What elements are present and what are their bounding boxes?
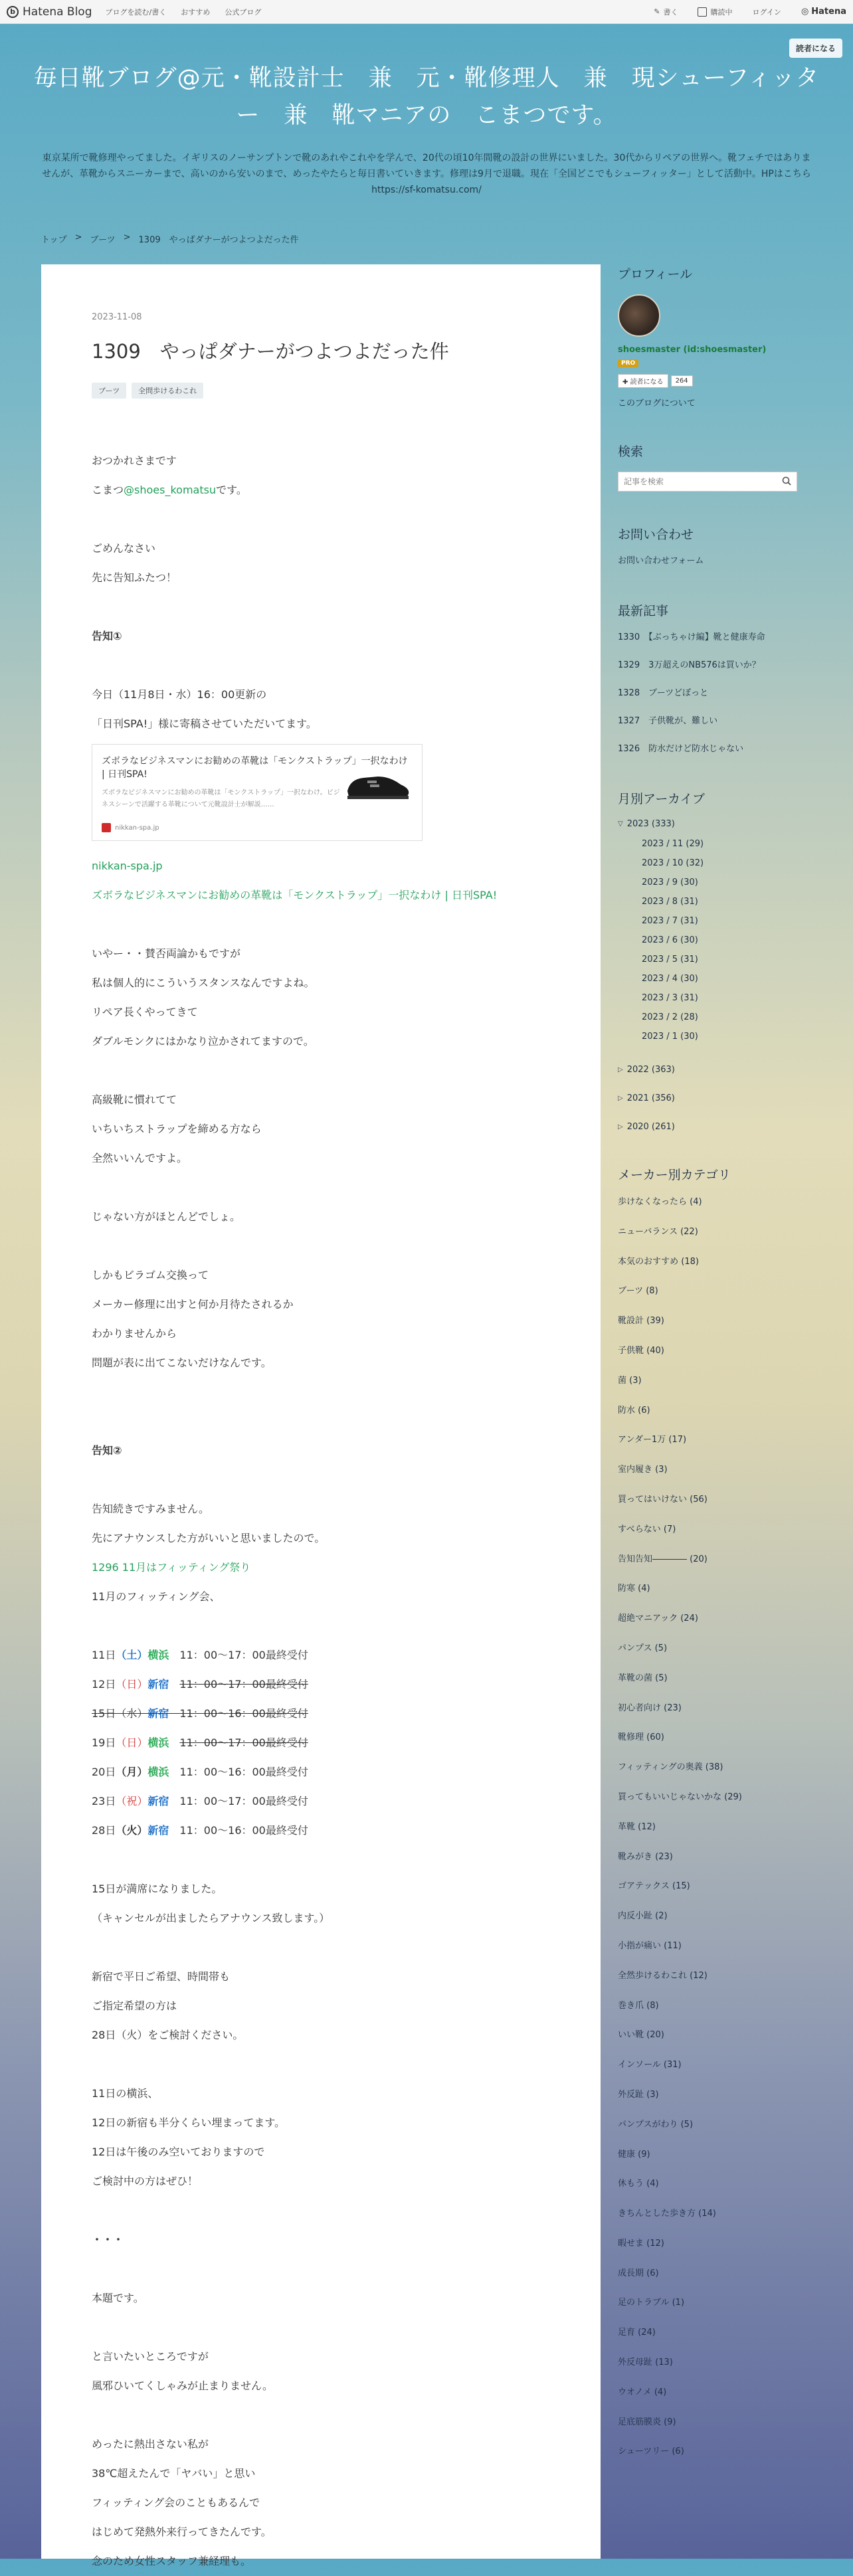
list-icon bbox=[698, 7, 707, 17]
text-line: （キャンセルが出ましたらアナウンス致します。） bbox=[92, 1912, 330, 1924]
archive-year-label: 2022 (363) bbox=[626, 1065, 675, 1075]
category-tag[interactable]: 全問歩けるわこれ bbox=[132, 383, 203, 399]
contact-form-link[interactable]: お問い合わせフォーム bbox=[618, 556, 704, 566]
global-nav-official[interactable]: 公式ブログ bbox=[225, 7, 262, 17]
twitter-link[interactable]: @shoes_komatsu bbox=[124, 484, 217, 496]
category-link[interactable]: 内反小趾 (2) bbox=[618, 1911, 668, 1922]
schedule-weekday: （日） bbox=[116, 1736, 148, 1749]
recent-entry-link[interactable]: 1326 防水だけど防水じゃない bbox=[618, 744, 744, 754]
text-line: 15日が満席になりました。 bbox=[92, 1883, 223, 1895]
profile-subscribe-button[interactable] bbox=[618, 374, 668, 388]
text-line: 念のため女性スタッフ兼経理も。 bbox=[92, 2555, 252, 2567]
category-link[interactable]: 小指が痛い (11) bbox=[618, 1940, 682, 1951]
source-link[interactable]: nikkan-spa.jp bbox=[92, 860, 163, 872]
schedule-weekday: （火） bbox=[116, 1824, 148, 1837]
notice-heading: 告知① bbox=[92, 630, 122, 642]
recent-entry-link[interactable]: 1329 3万超えのNB576は買いか？ bbox=[618, 660, 761, 670]
hatena-menu-label: Hatena bbox=[811, 7, 846, 17]
schedule-time: 11：00〜17：00最終受付 bbox=[179, 1736, 308, 1749]
text-line: 風邪ひいてくしゃみが止まりません。 bbox=[92, 2379, 273, 2392]
fitting-event-link[interactable]: 1296 11月はフィッティング祭り bbox=[92, 1561, 251, 1574]
archive-month-link[interactable]: 2023 / 9 (30) bbox=[642, 877, 698, 887]
text-line: めったに熱出さない私が bbox=[92, 2438, 209, 2450]
schedule-time: 11：00〜17：00最終受付 bbox=[179, 1795, 308, 1807]
embed-card[interactable] bbox=[92, 744, 423, 841]
blog-header bbox=[27, 60, 826, 198]
search-input[interactable] bbox=[624, 477, 770, 486]
schedule-time: 11：00〜16：00最終受付 bbox=[179, 1707, 308, 1720]
recent-entry-link[interactable]: 1327 子供靴が、難しい bbox=[618, 716, 718, 726]
text-line: おつかれさまです bbox=[92, 454, 177, 467]
pro-badge: PRO bbox=[618, 359, 638, 367]
write-button[interactable] bbox=[654, 7, 678, 17]
text-line: フィッティング会のこともあるんで bbox=[92, 2496, 260, 2509]
text-fragment: こまつ bbox=[92, 484, 124, 496]
subscriptions-button[interactable] bbox=[698, 7, 732, 17]
archive-month-link[interactable]: 2023 / 4 (30) bbox=[642, 974, 698, 984]
schedule-location: 新宿 bbox=[147, 1824, 169, 1837]
article bbox=[41, 264, 601, 2567]
notice-heading: 告知② bbox=[92, 1444, 122, 1457]
text-line bbox=[92, 476, 550, 505]
schedule-row bbox=[92, 1728, 550, 1758]
chevron-down-icon: ▽ bbox=[618, 820, 623, 828]
archive-month-link[interactable]: 2023 / 6 (30) bbox=[642, 935, 698, 945]
category-link[interactable]: フィッティングの奥義 (38) bbox=[618, 1762, 723, 1773]
category-link[interactable]: 成長期 (6) bbox=[618, 2268, 659, 2278]
archive-year-label: 2021 (356) bbox=[626, 1093, 675, 1103]
archive-year-toggle[interactable] bbox=[618, 1065, 812, 1075]
archive-month-link[interactable]: 2023 / 3 (31) bbox=[642, 993, 698, 1003]
category-link[interactable]: パンプス (5) bbox=[618, 1643, 668, 1653]
schedule-row bbox=[92, 1758, 550, 1787]
hatena-blog-logo-text: Hatena Blog bbox=[23, 5, 92, 19]
hatena-mark-icon: ◎ bbox=[801, 7, 809, 17]
category-link[interactable]: 防水 (6) bbox=[618, 1405, 650, 1416]
post-date[interactable]: 2023-11-08 bbox=[92, 312, 142, 322]
embed-source bbox=[102, 823, 159, 832]
recent-entry-link[interactable]: 1330 【ぶっちゃけ編】靴と健康寿命 bbox=[618, 632, 765, 642]
text-line: 全然いいんですよ。 bbox=[92, 1152, 188, 1164]
breadcrumb-top[interactable]: トップ bbox=[41, 235, 67, 245]
category-link[interactable]: きちんとした歩き方 (14) bbox=[618, 2209, 716, 2219]
archive-year-toggle[interactable] bbox=[618, 1122, 812, 1132]
breadcrumb-separator-icon: > bbox=[123, 232, 131, 242]
subscribe-button[interactable]: 読者になる bbox=[789, 39, 842, 58]
schedule-time: 11：00〜16：00最終受付 bbox=[179, 1824, 308, 1837]
schedule-location: 横浜 bbox=[147, 1649, 169, 1661]
archive-year-label: 2023 (333) bbox=[626, 819, 675, 829]
text-line: 11月のフィッティング会、 bbox=[92, 1590, 221, 1603]
pencil-icon: ✎ bbox=[654, 7, 660, 16]
category-link[interactable]: 防寒 (4) bbox=[618, 1584, 650, 1594]
recent-module bbox=[618, 601, 812, 756]
category-link[interactable]: 買ってもいいじゃないかな (29) bbox=[618, 1792, 742, 1802]
embed-domain: nikkan-spa.jp bbox=[115, 824, 159, 832]
archive-month-link[interactable]: 2023 / 5 (31) bbox=[642, 955, 698, 965]
category-link[interactable]: ゴアテックス (15) bbox=[618, 1881, 690, 1892]
text-fragment: です。 bbox=[216, 484, 247, 496]
category-link[interactable]: 足のトラブル (1) bbox=[618, 2298, 685, 2308]
text-line: いちいちストラップを締める方なら bbox=[92, 1123, 262, 1135]
archive-month-link[interactable]: 2023 / 7 (31) bbox=[642, 916, 698, 926]
breadcrumb-separator-icon: > bbox=[74, 232, 82, 242]
schedule-weekday: （水） bbox=[116, 1707, 148, 1720]
category-link[interactable]: 外反母趾 (13) bbox=[618, 2357, 673, 2368]
schedule-row bbox=[92, 1787, 550, 1816]
post-body bbox=[92, 446, 550, 2576]
post-categories bbox=[92, 383, 550, 399]
category-link[interactable]: 健康 (9) bbox=[618, 2149, 650, 2160]
schedule-weekday: （月） bbox=[116, 1766, 148, 1778]
text-line: いやー・・賛否両論かもですが bbox=[92, 947, 241, 960]
text-line: 28日（火）をご検討ください。 bbox=[92, 2029, 244, 2041]
schedule-weekday: （日） bbox=[116, 1678, 148, 1691]
category-link[interactable]: 本気のおすすめ (18) bbox=[618, 1256, 699, 1267]
category-link[interactable]: 外反趾 (3) bbox=[618, 2089, 659, 2100]
contact-module bbox=[618, 525, 812, 568]
embed-title[interactable]: ズボラなビジネスマンにお勧めの革靴は「モンクストラップ」一択なわけ | 日刊SPA! bbox=[102, 756, 408, 780]
hatena-menu[interactable] bbox=[801, 7, 846, 17]
schedule-day: 11日 bbox=[92, 1649, 116, 1661]
hatena-logo-icon: b bbox=[7, 6, 19, 18]
category-link[interactable]: 巻き爪 (8) bbox=[618, 2000, 659, 2011]
text-line: はじめて発熱外来行ってきたんです。 bbox=[92, 2526, 272, 2538]
archive-year-toggle[interactable] bbox=[618, 1093, 812, 1103]
text-line: 38℃超えたんで「ヤバい」と思い bbox=[92, 2467, 256, 2480]
search-box bbox=[618, 472, 797, 492]
archive-month-link[interactable]: 2023 / 10 (32) bbox=[642, 858, 704, 868]
chevron-right-icon: ▷ bbox=[618, 1066, 623, 1073]
category-link[interactable]: 靴設計 (39) bbox=[618, 1316, 664, 1327]
schedule-day: 28日 bbox=[92, 1824, 116, 1837]
schedule-row bbox=[92, 1670, 550, 1699]
global-nav-recommend[interactable]: おすすめ bbox=[181, 7, 211, 17]
schedule-day: 12日 bbox=[92, 1678, 116, 1691]
text-line: 先に告知ふたつ！ bbox=[92, 571, 177, 584]
text-line: 問題が表に出てこないだけなんです。 bbox=[92, 1356, 272, 1369]
category-module bbox=[618, 1165, 812, 2474]
avatar[interactable] bbox=[618, 294, 660, 337]
schedule-location: 横浜 bbox=[147, 1766, 169, 1778]
profile-title: プロフィール bbox=[618, 267, 693, 282]
global-nav bbox=[106, 7, 262, 17]
text-line: ダブルモンクにはかなり泣かされてますので。 bbox=[92, 1035, 314, 1048]
text-line: ご指定希望の方は bbox=[92, 1999, 177, 2012]
category-link[interactable]: 休もう (4) bbox=[618, 2179, 659, 2189]
schedule-day: 23日 bbox=[92, 1795, 116, 1807]
archive-year-label: 2020 (261) bbox=[626, 1122, 675, 1132]
text-line: 今日（11月8日・水）16：00更新の bbox=[92, 688, 267, 701]
archive-month-link[interactable]: 2023 / 11 (29) bbox=[642, 839, 704, 849]
text-line: ・・・ bbox=[92, 2233, 124, 2246]
subscriptions-label: 購読中 bbox=[710, 7, 733, 17]
breadcrumb bbox=[41, 232, 299, 245]
schedule-row bbox=[92, 1816, 550, 1845]
text-line: 先にアナウンスした方がいいと思いましたので。 bbox=[92, 1532, 326, 1544]
write-label: 書く bbox=[663, 7, 678, 17]
global-header bbox=[0, 0, 853, 24]
profile-name[interactable]: shoesmaster (id:shoesmaster) bbox=[618, 345, 767, 355]
embed-description: ズボラなビジネスマンにお勧めの革靴は「モンクストラップ」一択なわけ。ビジネスシーンで活躍する革靴について元靴設計士が解説…… bbox=[102, 789, 340, 808]
contact-title: お問い合わせ bbox=[618, 527, 694, 542]
category-link[interactable]: 買ってはいけない (56) bbox=[618, 1494, 708, 1505]
profile-module bbox=[618, 264, 812, 409]
schedule-time: 11：00〜16：00最終受付 bbox=[179, 1766, 308, 1778]
category-link[interactable]: いい靴 (20) bbox=[618, 2030, 664, 2041]
text-line: 高級靴に慣れてて bbox=[92, 1093, 177, 1106]
category-list bbox=[618, 1195, 812, 2474]
category-link[interactable]: インソール (31) bbox=[618, 2060, 682, 2070]
search-title: 検索 bbox=[618, 444, 644, 459]
sidebar bbox=[618, 264, 812, 2508]
profile-subscribe-label: 読者になる bbox=[630, 379, 664, 386]
schedule-row bbox=[92, 1641, 550, 1670]
chevron-right-icon: ▷ bbox=[618, 1123, 623, 1131]
text-line: しかもビラゴム交換って bbox=[92, 1269, 209, 1281]
text-line: リペア長くやってきて bbox=[92, 1006, 198, 1018]
category-link[interactable]: ブーツ (8) bbox=[618, 1286, 658, 1297]
category-link[interactable]: パンプスがわり (5) bbox=[618, 2119, 694, 2130]
category-link[interactable]: 超絶マニアック (24) bbox=[618, 1613, 698, 1624]
about-blog-link[interactable]: このブログについて bbox=[618, 399, 696, 409]
text-line: 私は個人的にこういうスタンスなんですよね。 bbox=[92, 976, 315, 989]
breadcrumb-category[interactable]: ブーツ bbox=[90, 235, 116, 245]
text-line: メーカー修理に出すと何か月待たされるか bbox=[92, 1298, 294, 1311]
breadcrumb-current: 1309 やっぱダナーがつよつよだった件 bbox=[138, 235, 299, 245]
recent-title: 最新記事 bbox=[618, 604, 669, 618]
category-link[interactable]: 歩けなくなったら (4) bbox=[618, 1197, 702, 1207]
text-line: 告知続きですみません。 bbox=[92, 1503, 209, 1515]
category-title: メーカー別カテゴリ bbox=[618, 1168, 731, 1182]
text-line: 新宿で平日ご希望、時間帯も bbox=[92, 1970, 231, 1983]
shoe-thumbnail-icon bbox=[343, 765, 413, 804]
category-tag[interactable]: ブーツ bbox=[92, 383, 126, 399]
category-link[interactable]: 暇せま (12) bbox=[618, 2238, 664, 2249]
category-link[interactable]: すべらない (7) bbox=[618, 1524, 676, 1534]
category-link[interactable]: シューツリー (6) bbox=[618, 2446, 684, 2457]
text-line: と言いたいところですが bbox=[92, 2350, 209, 2363]
schedule-location: 横浜 bbox=[147, 1736, 169, 1749]
schedule-day: 20日 bbox=[92, 1766, 116, 1778]
text-line: 本題です。 bbox=[92, 2292, 144, 2304]
category-link[interactable]: 全然歩けるわこれ (12) bbox=[618, 1970, 708, 1981]
category-link[interactable]: アンダー1万 (17) bbox=[618, 1435, 687, 1445]
text-line: 12日の新宿も半分くらい埋まってます。 bbox=[92, 2116, 286, 2129]
schedule-day: 15日 bbox=[92, 1707, 116, 1720]
text-line: ご検討中の方はぜひ！ bbox=[92, 2175, 199, 2187]
category-link[interactable]: 靴修理 (60) bbox=[618, 1732, 664, 1743]
category-link[interactable]: 靴みがき (23) bbox=[618, 1851, 673, 1862]
login-link[interactable]: ログイン bbox=[752, 7, 781, 17]
text-line: わかりませんから bbox=[92, 1327, 177, 1340]
post-title[interactable]: 1309 やっぱダナーがつよつよだった件 bbox=[92, 340, 449, 363]
category-link[interactable]: 革靴 (12) bbox=[618, 1821, 656, 1832]
hatena-blog-logo[interactable] bbox=[7, 5, 92, 19]
category-link[interactable]: 菌 (3) bbox=[618, 1375, 642, 1386]
article-link[interactable]: ズボラなビジネスマンにお勧めの革靴は「モンクストラップ」一択なわけ | 日刊SPA! bbox=[92, 889, 498, 901]
category-link[interactable]: ウオノメ (4) bbox=[618, 2387, 667, 2397]
text-line: 「日刊SPA!」様に寄稿させていただいてます。 bbox=[92, 717, 317, 730]
site-favicon-icon bbox=[102, 823, 111, 832]
text-line: じゃない方がほとんどでしょ。 bbox=[92, 1210, 241, 1223]
text-line: ごめんなさい bbox=[92, 542, 156, 555]
blog-description: 東京某所で靴修理やってました。イギリスのノーサンプトンで靴のあれやこれやを学んで、20代の頃10年間靴の設計の世界にいました。30代からリペアの世界へ。靴フェチではありませんが、革靴からスニーカーまで、高いのから安いのまで、めったやたらと毎日書いていきます。修理は9月で退職。現在「全国どこでもシューフィッター」として活動中。HPはこちらhttps://sf-komatsu.com/ bbox=[42, 153, 811, 195]
category-link[interactable]: 初心者向け (23) bbox=[618, 1702, 682, 1713]
global-actions bbox=[654, 7, 846, 17]
subscriber-count: 264 bbox=[671, 375, 693, 387]
schedule-row bbox=[92, 1699, 550, 1728]
schedule-time: 11：00〜17：00最終受付 bbox=[179, 1649, 308, 1661]
schedule-location: 新宿 bbox=[147, 1795, 169, 1807]
category-link[interactable]: ニューバランス (22) bbox=[618, 1226, 698, 1237]
archive-month-link[interactable]: 2023 / 8 (31) bbox=[642, 897, 698, 907]
archive-module bbox=[618, 789, 812, 1132]
category-link[interactable]: 足育 (24) bbox=[618, 2328, 656, 2338]
archive-title: 月別アーカイブ bbox=[618, 792, 705, 806]
category-link[interactable]: 子供靴 (40) bbox=[618, 1345, 664, 1356]
archive-month-link[interactable]: 2023 / 2 (28) bbox=[642, 1012, 698, 1022]
schedule-weekday: （土） bbox=[116, 1649, 148, 1661]
category-link[interactable]: 革靴の菌 (5) bbox=[618, 1673, 668, 1683]
recent-entry-link[interactable]: 1328 ブーツどぼっと bbox=[618, 688, 709, 698]
blog-title[interactable]: 毎日靴ブログ@元・靴設計士 兼 元・靴修理人 兼 現シューフィッター 兼 靴マニアの こまつです。 bbox=[33, 65, 820, 129]
schedule-weekday: （祝） bbox=[116, 1795, 148, 1807]
search-module bbox=[618, 442, 812, 492]
archive-month-link[interactable]: 2023 / 1 (30) bbox=[642, 1032, 698, 1042]
text-line: 12日は午後のみ空いておりますので bbox=[92, 2146, 265, 2158]
schedule-location: 新宿 bbox=[147, 1678, 169, 1691]
schedule-location: 新宿 bbox=[147, 1707, 169, 1720]
search-icon[interactable] bbox=[782, 476, 791, 488]
plus-icon: ✚ bbox=[622, 379, 630, 386]
subscribe-row bbox=[618, 374, 812, 388]
category-link[interactable]: 告知告知―――― (20) bbox=[618, 1554, 708, 1564]
global-nav-read[interactable]: ブログを読む/書く bbox=[105, 7, 167, 17]
text-line: 11日の横浜、 bbox=[92, 2087, 159, 2100]
archive-year-toggle[interactable] bbox=[618, 819, 812, 829]
category-link[interactable]: 足底筋膜炎 (9) bbox=[618, 2417, 676, 2427]
schedule-day: 19日 bbox=[92, 1736, 116, 1749]
chevron-right-icon: ▷ bbox=[618, 1095, 623, 1102]
category-link[interactable]: 室内履き (3) bbox=[618, 1465, 668, 1475]
schedule-time: 11：00〜17：00最終受付 bbox=[179, 1678, 308, 1691]
